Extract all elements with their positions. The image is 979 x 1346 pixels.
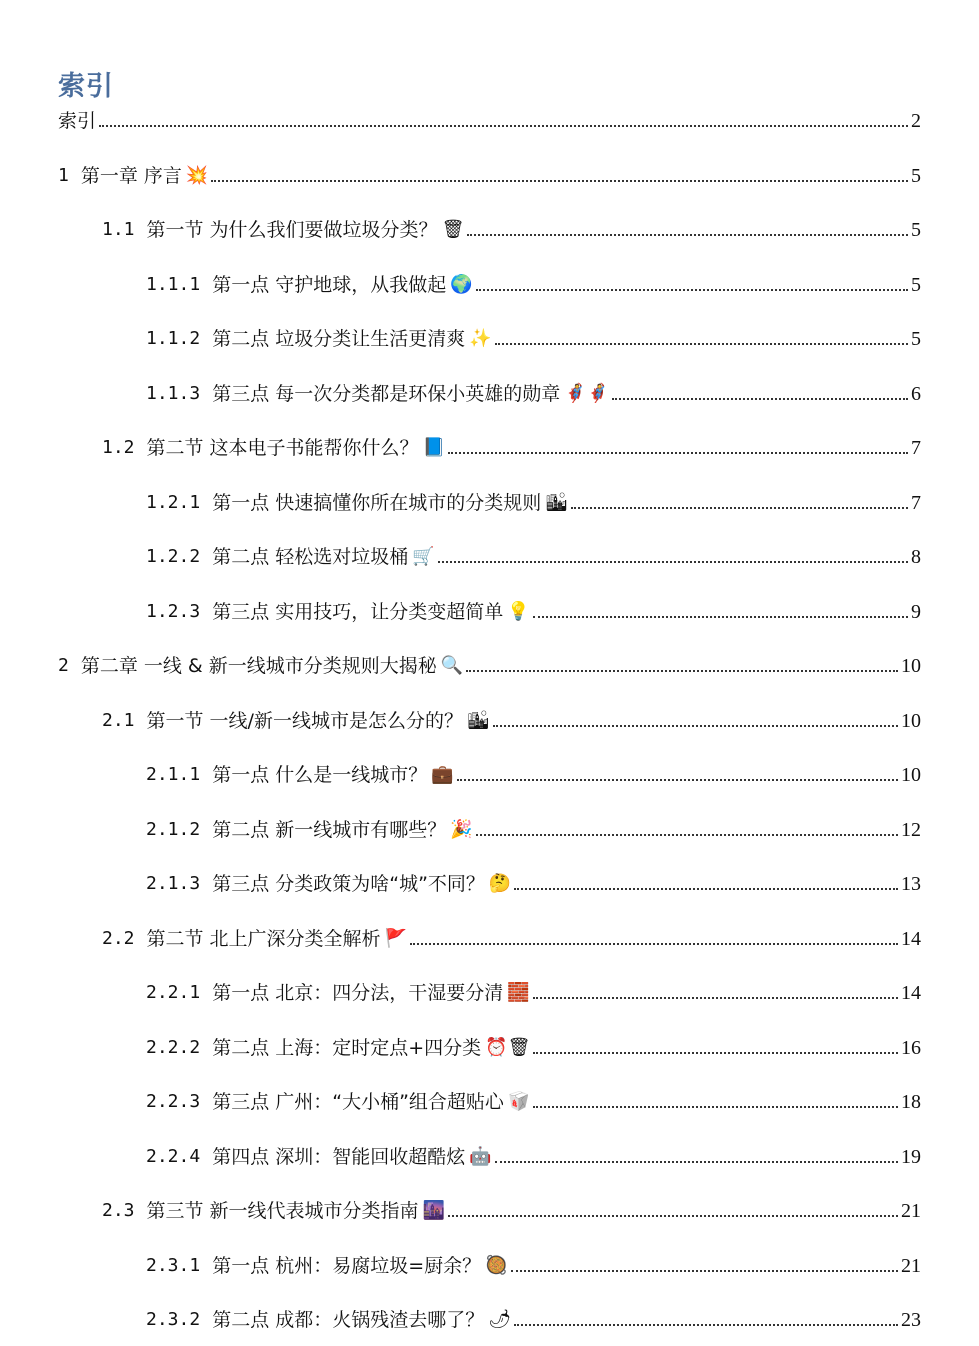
city-icon: 🏙 — [545, 491, 569, 513]
toc-entry-label — [146, 1037, 530, 1059]
toc-entry-title: 第一点 快速搞懂你所在城市的分类规则 — [212, 491, 542, 514]
toc-entry[interactable] — [146, 1033, 921, 1059]
dot-leader — [493, 725, 898, 727]
dot-leader — [438, 561, 908, 563]
toc-entry-label — [102, 710, 490, 732]
toc-entry[interactable] — [146, 324, 921, 350]
thinking-face-icon: 🤔 — [488, 873, 512, 894]
toc-entry-number: 2.2.3 — [146, 1091, 201, 1112]
toc-entry-number: 2.3 — [102, 1200, 135, 1221]
toc-entry-number: 2.2.4 — [146, 1145, 201, 1167]
toc-entry-number: 2.2 — [102, 927, 135, 949]
toc-entry-number: 2.1.3 — [146, 873, 201, 894]
toc-entry[interactable] — [146, 1142, 921, 1168]
toc-entry-page-number: 12 — [901, 818, 921, 841]
toc-entry[interactable] — [146, 542, 921, 568]
toc-entry-number: 2.2.2 — [146, 1036, 201, 1058]
toc-entry-title: 第一节 为什么我们要做垃圾分类？ — [146, 219, 438, 241]
toc-entry-title: 第三节 新一线代表城市分类指南 — [146, 1200, 419, 1222]
dot-leader — [476, 289, 908, 291]
toc-entry[interactable] — [102, 924, 921, 950]
dot-leader — [612, 398, 908, 400]
toc-entry[interactable] — [146, 815, 921, 841]
dot-leader — [495, 1161, 898, 1163]
magnifier-icon: 🔍 — [440, 655, 464, 676]
toc-entry-title: 索引 — [58, 110, 97, 132]
dot-leader — [466, 670, 898, 672]
toc-entry-number: 2.1.1 — [146, 764, 201, 785]
toc-entry-title: 第一节 一线/新一线城市是怎么分的？ — [146, 709, 463, 732]
toc-entry-label — [146, 819, 473, 841]
toc-entry-number: 2.1 — [102, 709, 135, 731]
toc-entry[interactable] — [146, 379, 921, 405]
toc-entry-page-number: 7 — [911, 437, 921, 459]
toc-entry-label — [146, 1146, 492, 1168]
shopping-cart-icon: 🛒 — [412, 546, 435, 567]
toc-entry-label — [102, 1200, 445, 1222]
sparkles-icon: ✨ — [469, 328, 492, 349]
toc-entry-label — [58, 110, 96, 132]
dot-leader — [533, 1052, 898, 1054]
dot-leader — [514, 1324, 898, 1326]
toc-entry[interactable] — [146, 1087, 921, 1113]
dot-leader — [457, 779, 898, 781]
toc-entry-number: 2.3.1 — [146, 1254, 201, 1276]
toc-entry-title: 第二节 这本电子书能帮你什么？ — [146, 437, 419, 459]
toc-entry[interactable] — [58, 106, 921, 132]
toc-entry-number: 1.1 — [102, 219, 135, 240]
toc-entry-page-number: 13 — [901, 873, 921, 895]
toc-entry-label — [102, 437, 445, 459]
toc-entry[interactable] — [146, 978, 921, 1004]
toc-entry[interactable] — [146, 1305, 921, 1331]
toc-entry-page-number: 8 — [911, 546, 921, 568]
toc-entry-label — [102, 928, 407, 950]
toc-entry-number: 2.1.2 — [146, 818, 201, 840]
brick-icon: 🧱 — [507, 982, 530, 1003]
toc-entry-title: 第三点 实用技巧，让分类变超简单 — [212, 600, 504, 623]
toc-entry-title: 第一点 北京：四分法，干湿要分清 — [212, 982, 504, 1004]
dot-leader — [571, 507, 908, 509]
toc-entry-number: 1.1.1 — [146, 273, 201, 295]
toc-entry-page-number: 21 — [901, 1254, 921, 1277]
toc-entry-number: 1.2.1 — [146, 491, 201, 513]
toc-entry-label — [146, 1255, 508, 1277]
party-popper-icon: 🎉 — [450, 818, 473, 840]
dot-leader — [99, 125, 908, 127]
toc-entry[interactable] — [146, 488, 921, 514]
toc-entry[interactable] — [146, 869, 921, 895]
toc-entry-page-number: 21 — [901, 1200, 921, 1222]
toc-entry-page-number: 14 — [901, 927, 921, 950]
toc-entry-title: 第四点 深圳：智能回收超酷炫 — [212, 1145, 466, 1168]
page-title: 索引 — [58, 71, 114, 102]
toc-entry-page-number: 16 — [901, 1036, 921, 1059]
dot-leader — [410, 943, 898, 945]
toc-entry[interactable] — [146, 597, 921, 623]
toc-entry-page-number: 5 — [911, 273, 921, 296]
toc-entry-title: 第三点 每一次分类都是环保小英雄的勋章 — [212, 382, 561, 405]
toc-entry-page-number: 23 — [901, 1309, 921, 1331]
dot-leader — [495, 343, 908, 345]
toc-entry[interactable] — [102, 706, 921, 732]
toc-entry-label — [102, 219, 464, 241]
toc-entry-title: 第二点 上海：定时定点+四分类 — [212, 1036, 482, 1059]
dot-leader — [448, 1215, 898, 1217]
blue-book-icon: 📘 — [422, 437, 445, 458]
dot-leader — [448, 452, 908, 454]
toc-entry-title: 第二点 轻松选对垃圾桶 — [212, 546, 409, 568]
toc-entry[interactable] — [146, 270, 921, 296]
dot-leader — [511, 1270, 898, 1272]
toc-entry-number: 2.3.2 — [146, 1309, 201, 1330]
toc-entry-number: 1.1.3 — [146, 382, 201, 404]
toc-entry-page-number: 5 — [911, 219, 921, 241]
robot-icon: 🤖 — [469, 1145, 492, 1167]
toc-entry-label — [146, 982, 530, 1004]
toc-entry-number: 1.2.3 — [146, 600, 201, 622]
red-flag-icon: 🚩 — [384, 927, 407, 949]
briefcase-icon: 💼 — [431, 764, 454, 785]
superhero-icon: 🦸🦸 — [564, 382, 610, 404]
toc-entry-label — [146, 546, 435, 568]
toc-entry-label — [146, 328, 492, 350]
dot-leader — [533, 997, 898, 999]
toc-entry-page-number: 14 — [901, 982, 921, 1004]
toc-entry-number: 1.2 — [102, 437, 135, 458]
toc-entry[interactable] — [102, 1196, 921, 1222]
toc-entry-page-number: 18 — [901, 1091, 921, 1113]
toc-entry-page-number: 7 — [911, 491, 921, 514]
toc-entry-page-number: 10 — [901, 764, 921, 786]
toc-entry-title: 第二点 新一线城市有哪些？ — [212, 818, 447, 841]
toc-entry-page-number: 2 — [911, 110, 921, 132]
toc-entry-page-number: 10 — [901, 709, 921, 732]
toc-entry-page-number: 5 — [911, 328, 921, 350]
toc-entry-number: 2 — [58, 655, 69, 676]
toc-entry-page-number: 9 — [911, 600, 921, 623]
toc-entry-title: 第三点 广州：“大小桶”组合超贴心 — [212, 1091, 504, 1113]
cityscape-icon: 🌆 — [422, 1200, 445, 1221]
hot-pepper-icon: 🌶 — [488, 1309, 512, 1330]
toc-entry-label — [146, 492, 568, 514]
toc-entry-title: 第三点 分类政策为啥“城”不同？ — [212, 873, 485, 895]
toc-entry-number: 2.2.1 — [146, 982, 201, 1003]
toc-entry-title: 第一点 什么是一线城市？ — [212, 764, 428, 786]
toc-entry-label — [146, 873, 511, 895]
toc-entry-title: 第二章 一线 & 新一线城市分类规则大揭秘 — [80, 655, 437, 677]
takeout-box-icon: 🥡 — [507, 1091, 531, 1112]
toc-entry[interactable] — [58, 651, 921, 677]
toc-entry-title: 第一点 杭州：易腐垃圾=厨余？ — [212, 1254, 482, 1277]
toc-entry-label — [58, 165, 208, 187]
toc-entry-number: 1.1.2 — [146, 328, 201, 349]
toc-entry-title: 第一章 序言 — [80, 164, 182, 187]
toc-entry-label — [146, 601, 530, 623]
dot-leader — [467, 234, 908, 236]
toc-entry-title: 第二点 成都：火锅残渣去哪了？ — [212, 1309, 485, 1331]
toc-entry-title: 第一点 守护地球，从我做起 — [212, 273, 447, 296]
toc-entry[interactable] — [102, 433, 921, 459]
toc-entry-title: 第二点 垃圾分类让生活更清爽 — [212, 328, 466, 350]
dot-leader — [211, 180, 908, 182]
toc-entry-number: 1.2.2 — [146, 546, 201, 567]
alarm-clock-icon: ⏰🗑 — [485, 1036, 531, 1058]
toc-entry-page-number: 5 — [911, 164, 921, 187]
toc-entry[interactable] — [102, 215, 921, 241]
dot-leader — [533, 616, 908, 618]
toc-entry-label — [58, 655, 463, 677]
toc-entry-page-number: 10 — [901, 655, 921, 677]
toc-entry-label — [146, 1309, 511, 1331]
toc-entry-label — [146, 274, 473, 296]
toc-entry[interactable] — [146, 1251, 921, 1277]
food-pan-icon: 🥘 — [485, 1254, 508, 1276]
toc-entry-page-number: 6 — [911, 382, 921, 405]
toc-entry[interactable] — [146, 760, 921, 786]
toc-entry-label — [146, 383, 609, 405]
dot-leader — [514, 888, 898, 890]
dot-leader — [476, 834, 898, 836]
city-icon: 🏙 — [466, 709, 490, 731]
dot-leader — [533, 1106, 898, 1108]
toc-entry-label — [146, 1091, 530, 1113]
toc-entry-page-number: 19 — [901, 1145, 921, 1168]
toc-entry-title: 第二节 北上广深分类全解析 — [146, 927, 381, 950]
light-bulb-icon: 💡 — [507, 600, 530, 622]
earth-icon: 🌍 — [450, 273, 473, 295]
toc-entry-label — [146, 764, 454, 786]
trash-can-icon: 🗑 — [441, 219, 465, 240]
toc-entry[interactable] — [58, 161, 921, 187]
toc-entry-number: 1 — [58, 164, 69, 186]
sparkle-burst-icon: 💥 — [185, 164, 209, 186]
